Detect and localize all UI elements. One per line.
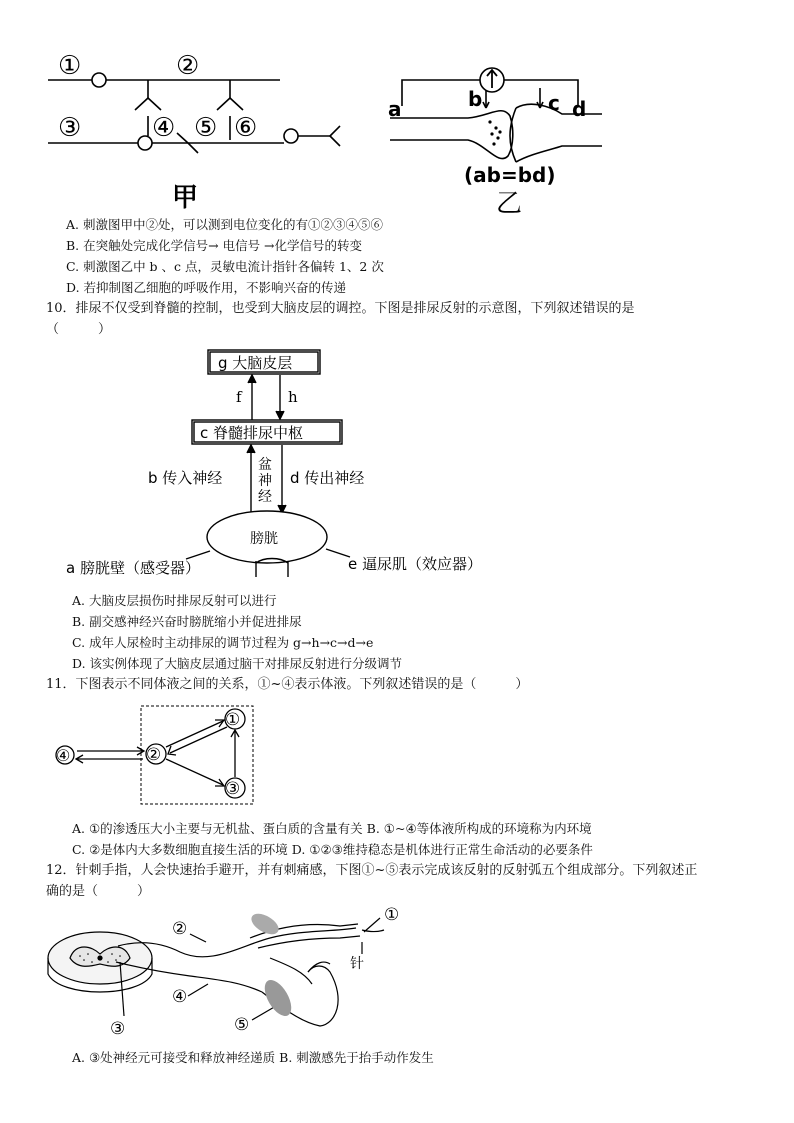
q10-option-b: B. 副交感神经兴奋时膀胱缩小并促进排尿 bbox=[72, 614, 302, 629]
q11-label-4: ④ bbox=[56, 746, 71, 765]
receptor-label: a 膀胱壁（感受器） bbox=[66, 559, 200, 577]
q9-option-b: B. 在突触处完成化学信号→ 电信号 →化学信号的转变 bbox=[66, 238, 363, 253]
jia-label-4: ④ bbox=[152, 113, 176, 143]
jia-label-3: ③ bbox=[58, 113, 82, 143]
yi-point-b: b bbox=[468, 87, 483, 111]
yi-note: (ab=bd) bbox=[464, 163, 556, 187]
q10-diagram bbox=[60, 345, 540, 585]
figure-yi bbox=[380, 58, 610, 218]
q11-option-ab: A. ①的渗透压大小主要与无机盐、蛋白质的含量有关 B. ①~④等体液所构成的环境称为内环境 bbox=[72, 821, 592, 836]
effector-label: e 逼尿肌（效应器） bbox=[348, 555, 482, 573]
jia-label-1: ① bbox=[58, 51, 82, 81]
figure-jia bbox=[40, 40, 360, 220]
label-h: h bbox=[288, 388, 298, 406]
q11-diagram bbox=[45, 703, 265, 807]
yi-point-d: d bbox=[572, 97, 587, 121]
q12-option-ab: A. ③处神经元可接受和释放神经递质 B. 刺激感先于抬手动作发生 bbox=[72, 1050, 434, 1065]
q9-option-d: D. 若抑制图乙细胞的呼吸作用，不影响兴奋的传递 bbox=[66, 280, 347, 295]
yi-point-c: c bbox=[548, 91, 560, 115]
afferent-label: b 传入神经 bbox=[148, 469, 223, 487]
q9-option-a: A. 刺激图甲中②处，可以测到电位变化的有①②③④⑤⑥ bbox=[66, 217, 383, 232]
q11-label-1: ① bbox=[225, 710, 241, 730]
q12-stem: 12．针刺手指，人会快速抬手避开，并有刺痛感，下图①~⑤表示完成该反射的反射弧五个组成部分。下列叙述正 bbox=[46, 863, 698, 878]
pelvic-3: 经 bbox=[258, 489, 272, 505]
q12-label-3: ③ bbox=[110, 1019, 126, 1039]
needle-label: 针 bbox=[350, 956, 364, 972]
q10-stem-blank: （ ） bbox=[46, 322, 112, 337]
yi-caption: 乙 bbox=[496, 189, 523, 218]
q10-option-c: C. 成年人尿检时主动排尿的调节过程为 g→h→c→d→e bbox=[72, 635, 374, 650]
cortex-box: g 大脑皮层 bbox=[218, 354, 293, 372]
bladder-label: 膀胱 bbox=[250, 531, 278, 547]
label-f: f bbox=[236, 388, 242, 406]
q11-stem: 11．下图表示不同体液之间的关系，①~④表示体液。下列叙述错误的是（ ） bbox=[46, 677, 529, 692]
q10-option-a: A. 大脑皮层损伤时排尿反射可以进行 bbox=[72, 593, 277, 608]
galvanometer-icon bbox=[480, 68, 504, 92]
q12-label-5: ⑤ bbox=[234, 1015, 250, 1035]
yi-point-a: a bbox=[388, 97, 402, 121]
jia-label-6: ⑥ bbox=[234, 113, 258, 143]
q12-label-2: ② bbox=[172, 919, 188, 939]
q11-label-2: ② bbox=[146, 745, 162, 765]
q12-stem-blank: 确的是（ ） bbox=[46, 884, 151, 899]
jia-caption: 甲 bbox=[172, 183, 199, 213]
q12-label-1: ① bbox=[384, 905, 400, 925]
pelvic-1: 盆 bbox=[258, 457, 272, 473]
q10-stem: 10．排尿不仅受到脊髓的控制，也受到大脑皮层的调控。下图是排尿反射的示意图，下列叙述错误的是 bbox=[46, 301, 635, 316]
pelvic-2: 神 bbox=[258, 473, 272, 489]
q11-label-3: ③ bbox=[225, 779, 241, 799]
q12-diagram bbox=[40, 902, 420, 1042]
efferent-label: d 传出神经 bbox=[290, 469, 365, 487]
q10-option-d: D. 该实例体现了大脑皮层通过脑干对排尿反射进行分级调节 bbox=[72, 656, 403, 671]
q12-label-4: ④ bbox=[172, 987, 188, 1007]
q9-option-c: C. 刺激图乙中 b 、c 点，灵敏电流计指针各偏转 1、2 次 bbox=[66, 259, 384, 274]
jia-label-5: ⑤ bbox=[194, 113, 218, 143]
spinal-box: c 脊髓排尿中枢 bbox=[200, 424, 304, 442]
q11-option-cd: C. ②是体内大多数细胞直接生活的环境 D. ①②③维持稳态是机体进行正常生命活动的必要条件 bbox=[72, 842, 593, 857]
jia-label-2: ② bbox=[176, 51, 200, 81]
